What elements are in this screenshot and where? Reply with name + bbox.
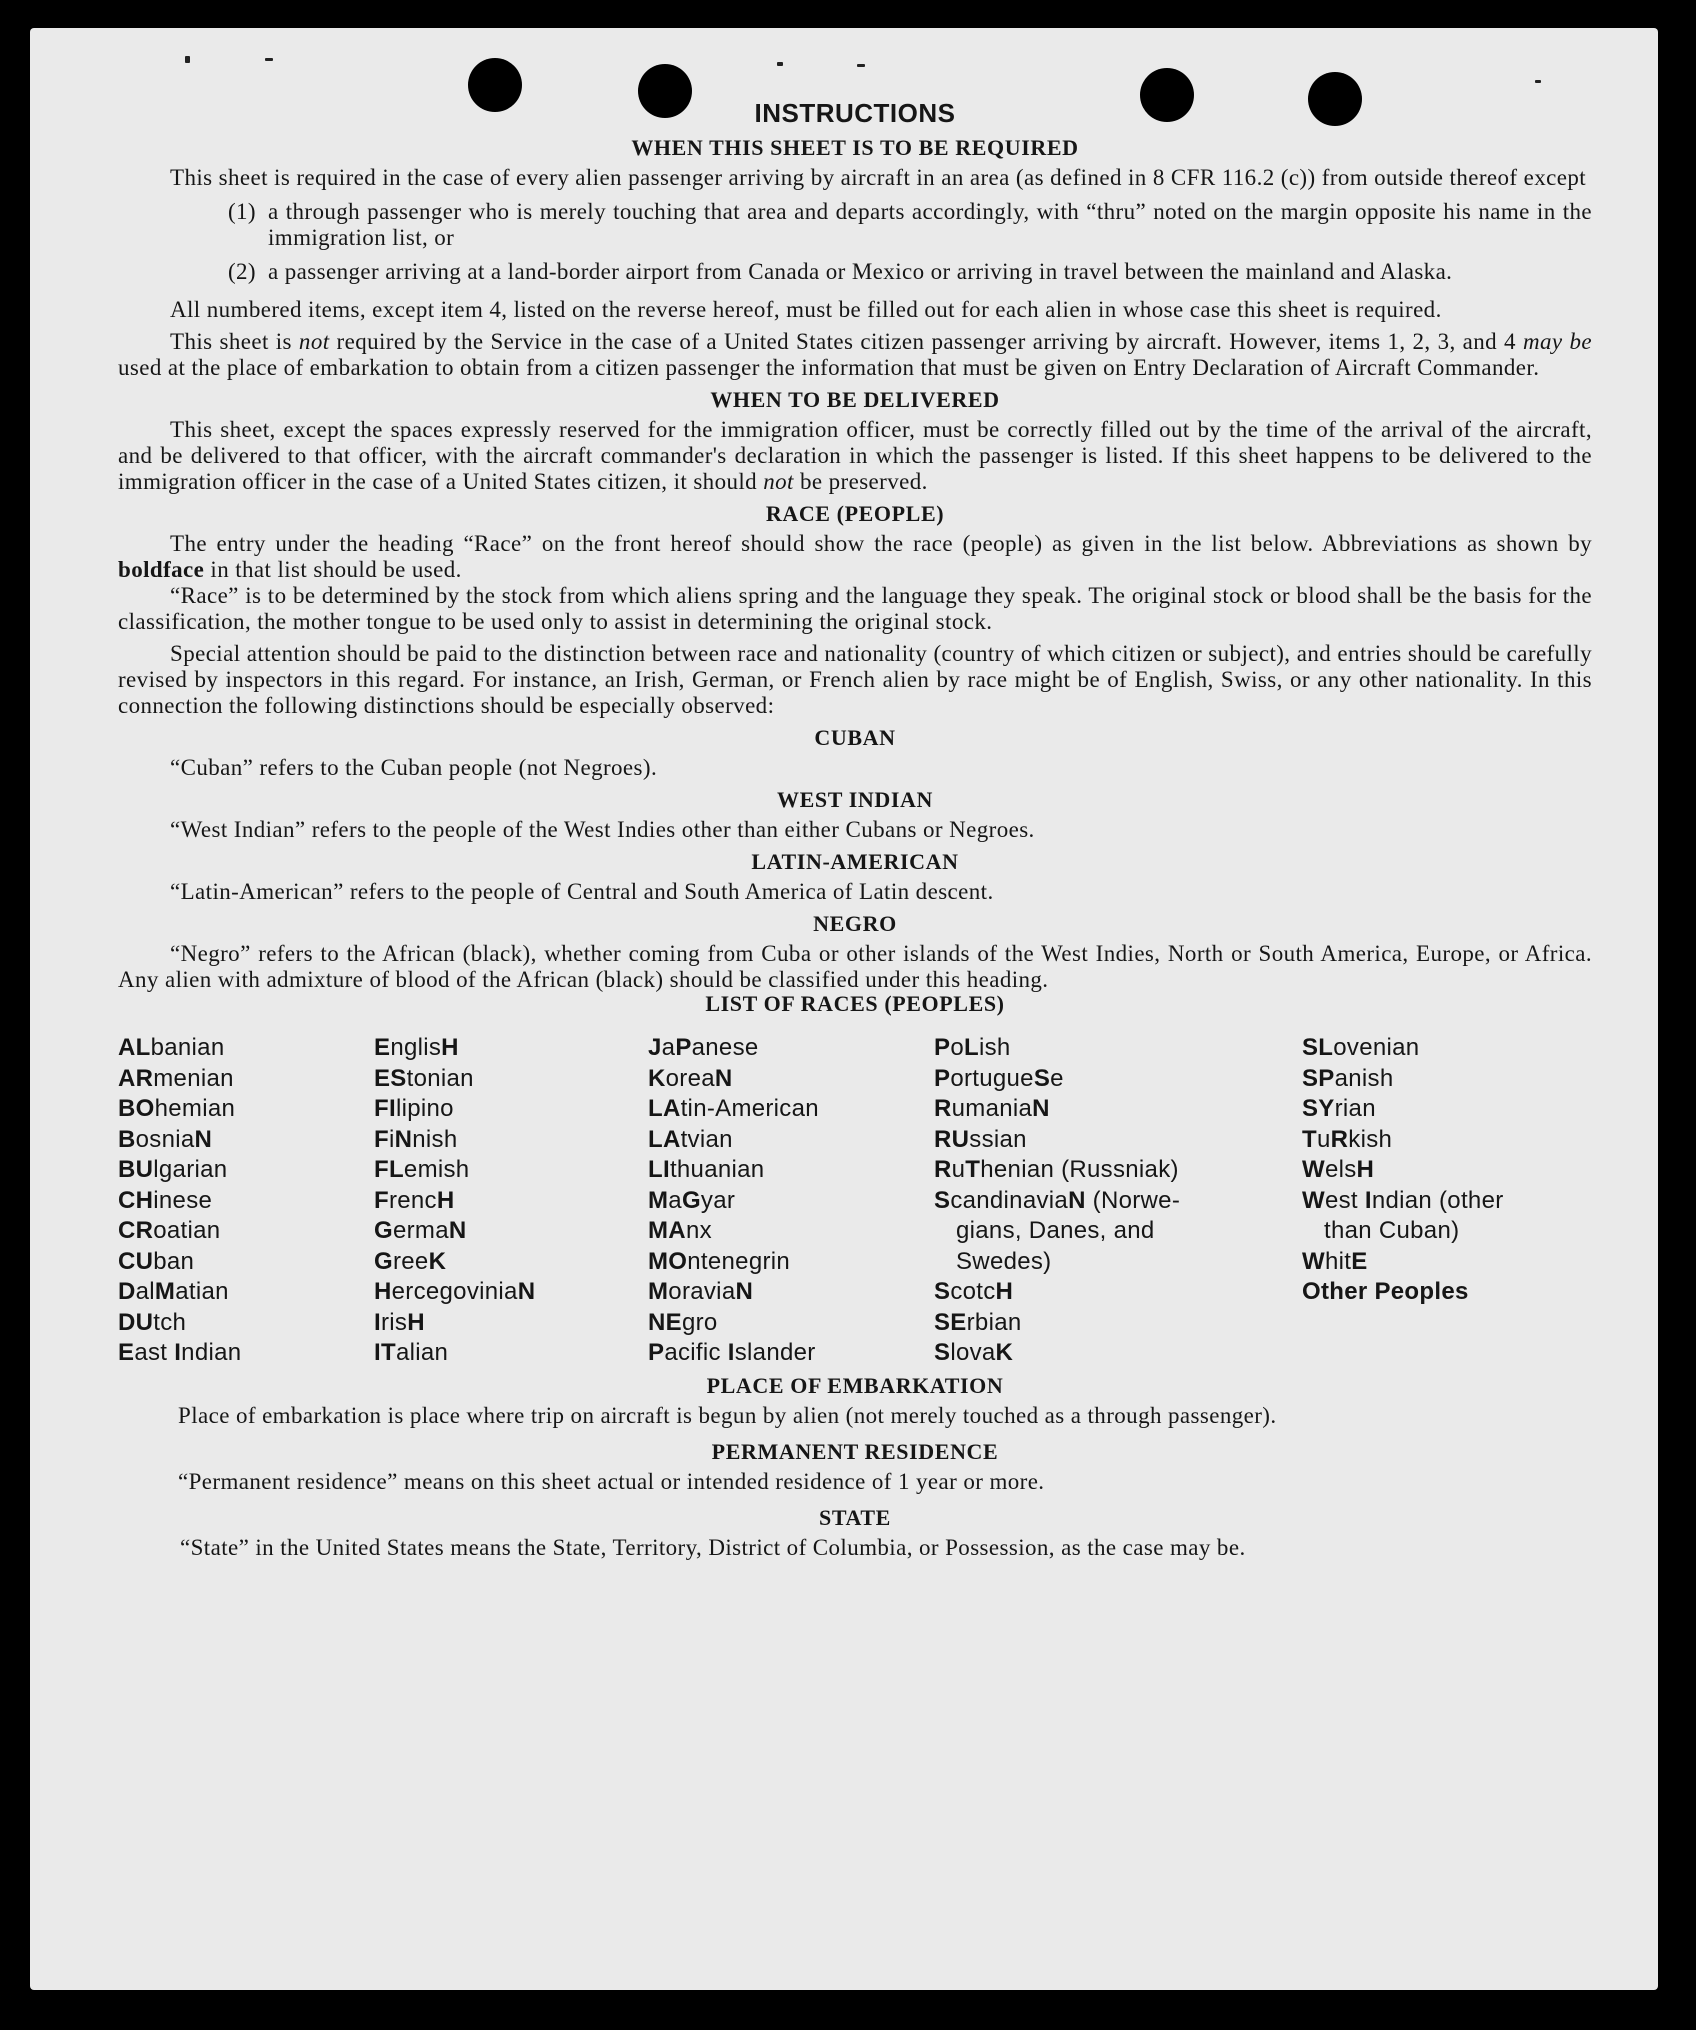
scan-speck: [777, 62, 783, 66]
race-column: [118, 1033, 374, 1369]
race-entry: PortugueSe: [934, 1064, 1064, 1092]
section-heading: STATE: [819, 1504, 891, 1530]
race-entry: BOhemian: [118, 1095, 236, 1122]
race-entry: Pacific Islander: [648, 1339, 816, 1366]
race-entry: CHinese: [118, 1186, 213, 1214]
race-entry: HercegoviniaN: [374, 1278, 536, 1305]
race-entry-continued: gians, Danes, and: [956, 1217, 1155, 1244]
exception-number: (2): [227, 259, 256, 284]
race-entry: RUssian: [934, 1125, 1027, 1153]
race-entry: LAtin-American: [648, 1095, 819, 1122]
race-entry: RumaniaN: [934, 1095, 1050, 1122]
paragraph: “Race” is to be determined by the stock from which aliens spring and the language they speak. The original stock or blood shall be the basis for the classification, the mother tongue to be used only to assist in determining the original stock.: [118, 583, 1592, 634]
paragraph: This sheet is required in the case of every alien passenger arriving by aircraft in an area (as defined in 8 CFR 116.2 (c)) from outside thereof except: [170, 165, 1587, 190]
paragraph: Place of embarkation is place where trip on aircraft is begun by alien (not merely touched as a through passenger).: [178, 1402, 1277, 1428]
scan-speck: [857, 64, 865, 67]
paragraph: This sheet is not required by the Service in the case of a United States citizen passenger arriving by aircraft. However, items 1, 2, 3, and 4 may be used at the place of embarkation to obtain from a citizen passenger the information that must be given on Entry Declaration of Aircraft Commander.: [118, 329, 1593, 380]
race-entry: KoreaN: [648, 1064, 733, 1092]
page-title: INSTRUCTIONS: [754, 98, 956, 128]
race-column: [934, 1033, 1224, 1369]
race-entry: ScotcH: [934, 1278, 1014, 1305]
race-entry: FiNnish: [374, 1125, 458, 1153]
race-entry: EStonian: [374, 1064, 474, 1092]
paragraph: “Latin-American” refers to the people of Central and South America of Latin descent.: [170, 879, 994, 904]
race-entry: PoLish: [934, 1034, 1011, 1061]
race-entry: LAtvian: [648, 1125, 733, 1153]
race-entry: WhitE: [1302, 1247, 1368, 1275]
race-entry: SLovenian: [1302, 1034, 1420, 1061]
race-entry-continued: Swedes): [956, 1247, 1052, 1275]
section-heading: LATIN-AMERICAN: [751, 849, 959, 874]
race-column: [648, 1033, 934, 1369]
section-heading: LIST OF RACES (PEOPLES): [705, 991, 1005, 1016]
scan-speck: [185, 56, 190, 63]
race-entry: ARmenian: [118, 1064, 234, 1092]
paragraph: “West Indian” refers to the people of the West Indies other than either Cubans or Negroes.: [170, 817, 1035, 842]
race-entry: GreeK: [374, 1247, 447, 1275]
scan-speck: [1535, 80, 1541, 83]
exception-item: [118, 259, 1592, 285]
race-entry: MOntenegrin: [648, 1247, 791, 1275]
section-heading: PERMANENT RESIDENCE: [711, 1438, 999, 1464]
section-heading: CUBAN: [814, 725, 896, 750]
paragraph: “Cuban” refers to the Cuban people (not Negroes).: [170, 755, 658, 780]
race-entry: BosniaN: [118, 1125, 213, 1153]
paragraph: All numbered items, except item 4, listed on the reverse hereof, must be filled out for each alien in whose case this sheet is required.: [170, 297, 1442, 322]
race-entry: IrisH: [374, 1308, 425, 1336]
race-entry: West Indian (other: [1302, 1186, 1504, 1214]
race-entry: NEgro: [648, 1308, 718, 1336]
race-entry: SlovaK: [934, 1339, 1014, 1366]
race-list: [118, 1033, 1592, 1369]
exception-text: a through passenger who is merely touching that area and departs accordingly, with “thru” noted on the margin opposite his name in the immigration list, or: [268, 199, 1592, 250]
race-entry: BUlgarian: [118, 1156, 228, 1183]
section-heading: WHEN THIS SHEET IS TO BE REQUIRED: [631, 135, 1079, 160]
paragraph: The entry under the heading “Race” on the front hereof should show the race (people) as given in the list below. Abbreviations as shown by boldface in that list should be used.: [118, 531, 1592, 582]
race-entry-continued: than Cuban): [1324, 1217, 1460, 1244]
race-entry: FrencH: [374, 1186, 455, 1214]
instructions-body: [118, 98, 1592, 1561]
race-entry: SErbian: [934, 1308, 1022, 1336]
section-heading: WHEN TO BE DELIVERED: [710, 387, 1000, 412]
race-entry: FIlipino: [374, 1095, 454, 1122]
race-entry: East Indian: [118, 1339, 242, 1366]
race-entry: ITalian: [374, 1339, 449, 1366]
race-entry: EnglisH: [374, 1034, 459, 1061]
race-entry: DalMatian: [118, 1278, 229, 1305]
section-heading: NEGRO: [813, 911, 897, 936]
race-entry: SPanish: [1302, 1064, 1394, 1092]
paragraph: “Negro” refers to the African (black), whether coming from Cuba or other islands of the West Indies, North or South America, Europe, or Africa. Any alien with admixture of blood of the African (black) should be classified under this heading.: [118, 941, 1592, 992]
section-heading: PLACE OF EMBARKATION: [706, 1372, 1004, 1398]
race-entry: MAnx: [648, 1217, 712, 1244]
race-entry: JaPanese: [648, 1034, 759, 1061]
paragraph: “State” in the United States means the State, Territory, District of Columbia, or Possession, as the case may be.: [180, 1534, 1246, 1560]
paragraph: This sheet, except the spaces expressly reserved for the immigration officer, must be correctly filled out by the time of the arrival of the aircraft, and be delivered to that officer, with the aircraft commander's declaration in which the passenger is listed. If this sheet happens to be delivered to the immigration officer in the case of a United States citizen, it should not be preserved.: [118, 417, 1592, 494]
race-column: [1302, 1033, 1562, 1369]
race-entry: DUtch: [118, 1308, 187, 1336]
section-heading: RACE (PEOPLE): [765, 501, 945, 526]
exception-item: [118, 199, 1592, 251]
race-entry: ALbanian: [118, 1034, 225, 1061]
race-entry: TuRkish: [1302, 1125, 1393, 1153]
document-page: [30, 28, 1658, 1990]
race-entry: WelsH: [1302, 1156, 1375, 1183]
race-entry: ScandinaviaN (Norwe-: [934, 1186, 1181, 1214]
race-entry: CUban: [118, 1247, 195, 1275]
exception-text: a passenger arriving at a land-border airport from Canada or Mexico or arriving in travel between the mainland and Alaska.: [268, 259, 1453, 284]
race-entry: CRoatian: [118, 1217, 221, 1244]
section-heading: WEST INDIAN: [777, 787, 933, 812]
race-entry: GermaN: [374, 1217, 467, 1244]
race-entry: LIthuanian: [648, 1156, 765, 1183]
race-entry: SYrian: [1302, 1095, 1376, 1122]
race-entry: Other Peoples: [1302, 1278, 1469, 1305]
scan-speck: [265, 58, 273, 61]
race-entry: MaGyar: [648, 1186, 736, 1214]
race-entry: RuThenian (Russniak): [934, 1156, 1179, 1183]
race-entry: MoraviaN: [648, 1278, 754, 1305]
race-entry: FLemish: [374, 1156, 470, 1183]
paragraph: “Permanent residence” means on this sheet actual or intended residence of 1 year or more.: [178, 1468, 1045, 1494]
paragraph: Special attention should be paid to the distinction between race and nationality (country of which citizen or subject), and entries should be carefully revised by inspectors in this regard. For instance, an Irish, German, or French alien by race might be of English, Swiss, or any other nationality. In this connection the following distinctions should be especially observed:: [118, 641, 1592, 718]
race-column: [374, 1033, 648, 1369]
exception-number: (1): [227, 199, 256, 224]
